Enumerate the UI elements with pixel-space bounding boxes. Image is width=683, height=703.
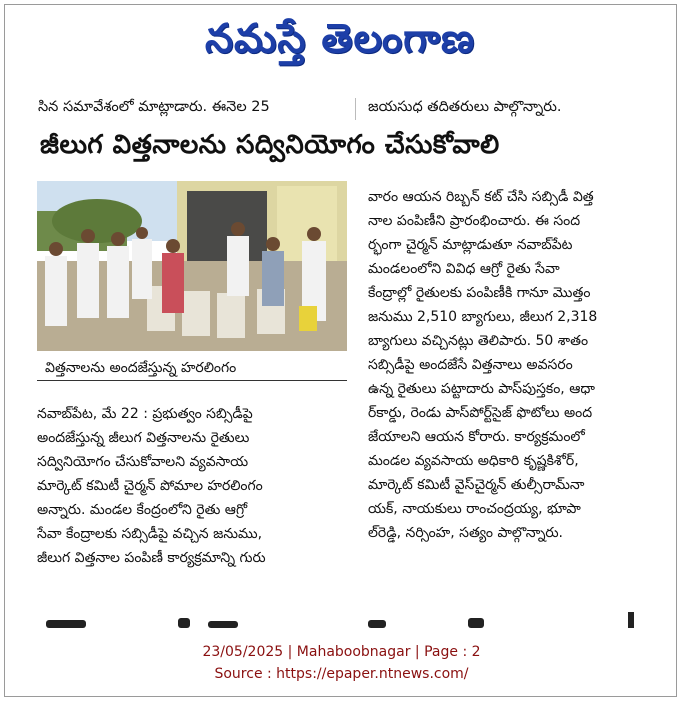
- body-line: ల్‌రెడ్డి, నర్సింహ, సత్యం పాల్గొన్నారు.: [368, 525, 564, 541]
- body-line: జేయాలని ఆయన కోరారు. కార్యక్రమంలో: [368, 429, 585, 445]
- body-line: సద్వినియోగం చేసుకోవాలని వ్యవసాయ: [37, 454, 249, 470]
- body-line: నాల పంపిణీని ప్రారంభించారు. ఈ సంద: [368, 213, 581, 229]
- previous-article-snippet-right: జయసుధ తదితరులు పాల్గొన్నారు.: [368, 99, 562, 115]
- edition-info: 23/05/2025 | Mahaboobnagar | Page : 2: [202, 644, 481, 660]
- body-line: ఉన్న రైతులు పట్టాదారు పాస్‌పుస్తకం, ఆధా: [368, 381, 595, 397]
- article-body-left-column: [37, 402, 347, 570]
- previous-article-snippet: సిన సమావేశంలో మాట్లాడారు. ఈనెల 25: [38, 99, 270, 115]
- body-line: జనుము 2,510 బ్యాగులు, జీలుగ 2,318: [368, 309, 598, 325]
- body-line: యక్, నాయకులు రాంచంద్రయ్య, భూపా: [368, 501, 581, 517]
- body-line: కేంద్రాల్లో రైతులకు పంపిణీకి గానూ మొత్తం: [368, 285, 591, 301]
- body-line: మండల వ్యవసాయ అధికారి కృష్ణకిశోర్,: [368, 453, 579, 469]
- masthead-title: నమస్తే తెలంగాణ: [204, 14, 476, 62]
- body-line: వారం ఆయన రిబ్బన్ కట్ చేసి సబ్సిడీ విత్త: [368, 189, 594, 205]
- article-body-right-column: [368, 185, 638, 545]
- article-headline: జీలుగ విత్తనాలను సద్వినియోగం చేసుకోవాలి: [40, 130, 500, 160]
- column-divider: [355, 98, 356, 120]
- body-line: అందజేస్తున్న జీలుగ విత్తనాలను రైతులు: [37, 430, 250, 446]
- body-line: నవాబ్‌పేట, మే 22 : ప్రభుత్వం సబ్సిడీపై: [37, 406, 253, 422]
- body-line: జీలుగ విత్తనాల పంపిణీ కార్యక్రమాన్ని గురు: [37, 550, 266, 566]
- body-line: మార్కెట్ కమిటీ చైర్మన్ పోమాల హరలింగం: [37, 478, 263, 494]
- body-line: సేవా కేంద్రాలకు సబ్సిడీపై వచ్చిన జనుము,: [37, 526, 263, 542]
- body-line: మండలంలోని వివిధ ఆగ్రో రైతు సేవా: [368, 261, 560, 277]
- source-link[interactable]: Source : https://epaper.ntnews.com/: [214, 666, 469, 682]
- body-line: ర్‌కార్డు, రెండు పాస్‌పోర్ట్‌సైజ్ ఫొటోలు అంద: [368, 405, 593, 421]
- photo-caption: విత్తనాలను అందజేస్తున్న హరలింగం: [37, 355, 347, 381]
- body-line: సబ్సిడీపై అందజేసే విత్తనాలు అవసరం: [368, 357, 573, 373]
- body-line: అన్నారు. మండల కేంద్రంలోని రైతు ఆగ్రో: [37, 502, 248, 518]
- cut-off-next-headline: [38, 612, 642, 628]
- body-line: మార్కెట్ కమిటీ వైస్‌చైర్మన్ తుల్సీరామ్‌నా: [368, 477, 585, 493]
- body-line: ర్భంగా చైర్మన్ మాట్లాడుతూ నవాబ్‌పేట: [368, 237, 573, 253]
- article-photo: [37, 181, 347, 351]
- body-line: బ్యాగులు వచ్చినట్లు తెలిపారు. 50 శాతం: [368, 333, 589, 349]
- newspaper-masthead: [120, 8, 560, 78]
